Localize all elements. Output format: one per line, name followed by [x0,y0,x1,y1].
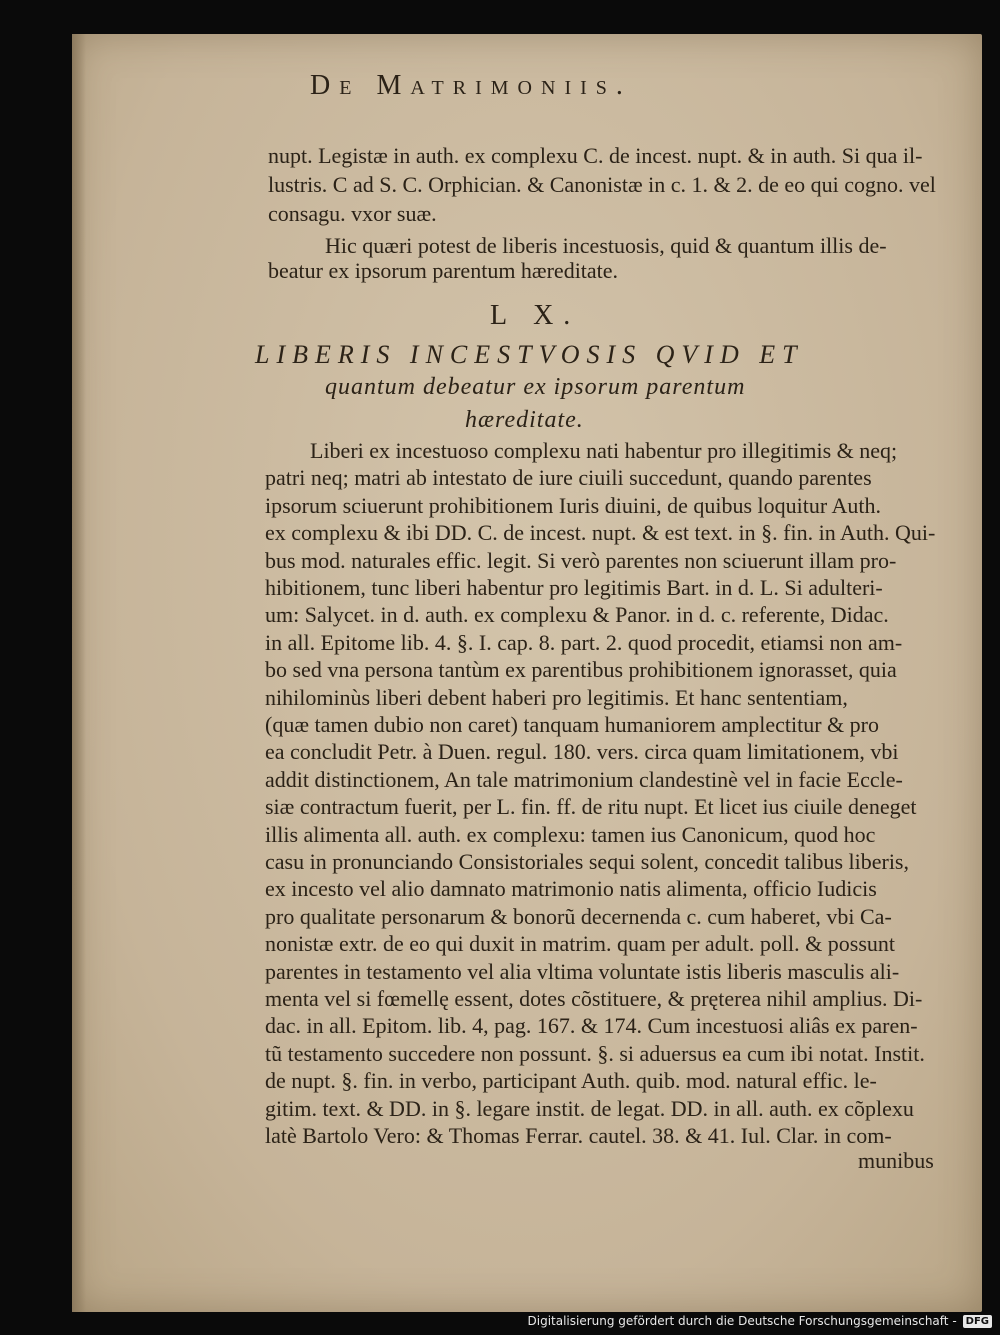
intro-line: consagu. vxor suæ. [268,201,437,226]
intro-line: nupt. Legistæ in auth. ex complexu C. de incest. nupt. & in auth. Si qua il- [268,143,923,168]
body-line: casu in pronunciando Consistoriales sequi solent, concedit talibus liberis, [265,849,909,874]
body-line: menta vel si fœmellę essent, dotes cõstituere, & prętereа nihil amplius. Di- [265,986,923,1011]
body-line: ex complexu & ibi DD. C. de incest. nupt. & est text. in §. fin. in Auth. Qui- [265,520,936,545]
body-line: patri neq; matri ab intestato de iure ciuili succedunt, quando parentes [265,465,872,490]
intro-line: lustris. C ad S. C. Orphician. & Canonistæ in c. 1. & 2. de eo qui cogno. vel [268,172,936,197]
body-line: latè Bartolo Vero: & Thomas Ferrar. cautel. 38. & 41. Iul. Clar. in com- [265,1123,892,1148]
page-gutter-shadow [72,34,86,1312]
body-line: in all. Epitome lib. 4. §. I. cap. 8. part. 2. quod procedit, etiamsi non am- [265,630,903,655]
body-line: addit distinctionem, An tale matrimonium clandestinè vel in facie Eccle- [265,767,903,792]
body-line: de nupt. §. fin. in verbo, participant Auth. quib. mod. natural effic. le- [265,1068,877,1093]
body-line: nihilominùs liberi debent haberi pro legitimis. Et hanc sententiam, [265,685,848,710]
footer-credit [528,1311,993,1331]
body-line: Liberi ex incestuoso complexu nati habentur pro illegitimis & neq; [310,438,898,463]
body-line: parentes in testamento vel alia vltima voluntate istis liberis masculis ali- [265,959,900,984]
body-line: ea concludit Petr. à Duen. regul. 180. vers. circa quam limitationem, vbi [265,739,899,764]
catchword: munibus [858,1148,934,1173]
body-line: hibitionem, tunc liberi habentur pro legitimis Bart. in d. L. Si adulteri- [265,575,883,600]
footer-text: Digitalisierung gefördert durch die Deutsche Forschungsgemeinschaft - [527,1314,957,1328]
body-line: ex incesto vel alio damnato matrimonio natis alimenta, officio Iudicis [265,876,877,901]
intro-line: Hic quæri potest de liberis incestuosis, quid & quantum illis de- [325,233,887,258]
body-line: (quæ tamen dubio non caret) tanquam humaniorem amplectitur & pro [265,712,879,737]
body-line: gitim. text. & DD. in §. legare instit. de legat. DD. in all. auth. ex cõplexu [265,1096,914,1121]
body-line: um: Salycet. in d. auth. ex complexu & Panor. in d. c. referente, Didac. [265,602,889,627]
body-line: bo sed vna persona tantùm ex parentibus prohibitionem ignorasset, quia [265,657,897,682]
body-line: tũ testamento succedere non possunt. §. si aduersus ea cum ibi notat. Instit. [265,1041,925,1066]
chapter-heading-line: LIBERIS INCESTVOSIS QVID ET [255,340,804,369]
chapter-number: L X. [490,300,581,331]
body-line: illis alimenta all. auth. ex complexu: tamen ius Canonicum, quod hoc [265,822,876,847]
dfg-logo: DFG [963,1315,992,1328]
chapter-heading-line: quantum debeatur ex ipsorum parentum [325,374,746,400]
body-line: bus mod. naturales effic. legit. Si verò parentes non sciuerunt illam pro- [265,548,897,573]
body-line: nonistæ extr. de eo qui duxit in matrim. quam per adult. poll. & possunt [265,931,895,956]
intro-line: beatur ex ipsorum parentum hæreditate. [268,258,619,283]
body-line: dac. in all. Epitom. lib. 4, pag. 167. & 174. Cum incestuosi aliâs ex paren- [265,1013,918,1038]
chapter-heading-line: hæreditate. [465,407,584,433]
body-line: ipsorum sciuerunt prohibitionem Iuris diuini, de quibus loquitur Auth. [265,493,881,518]
body-line: siæ contractum fuerit, per L. fin. ff. de ritu nupt. Et licet ius ciuile deneget [265,794,917,819]
running-head: De Matrimoniis. [310,70,632,101]
body-line: pro qualitate personarum & bonorũ decernenda c. cum haberet, vbi Ca- [265,904,892,929]
